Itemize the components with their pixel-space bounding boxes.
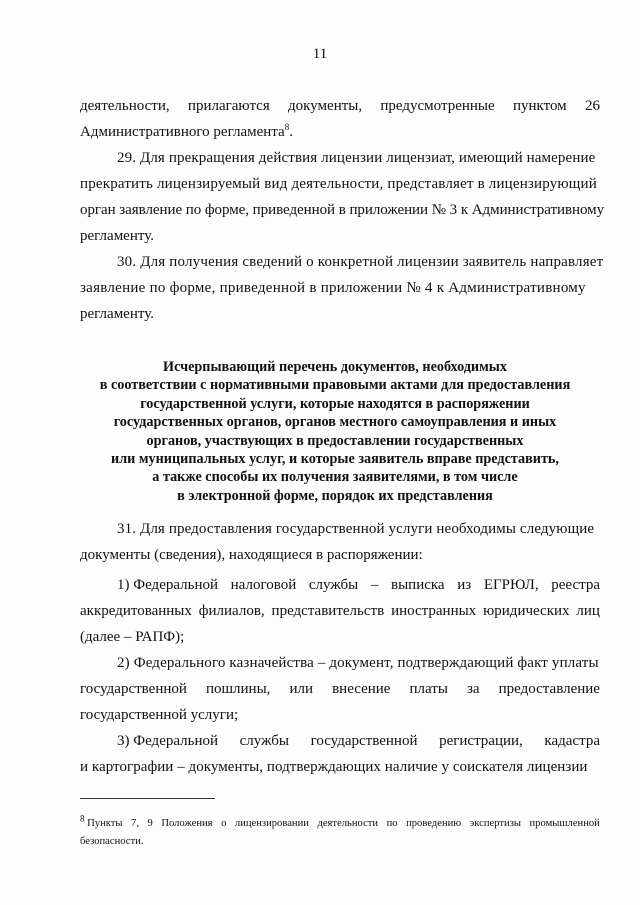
word: 3) Федеральной [117, 733, 219, 749]
paragraph-31-line: 31. Для предоставления государственной услуги необходимы следующие [117, 521, 595, 537]
footnote-line: безопасности. [80, 836, 144, 847]
heading-line: в электронной форме, порядок их представления [177, 487, 493, 504]
word: прилагаются [187, 98, 270, 114]
paragraph-31-line: документы (сведения), находящиеся в распоряжении: [80, 547, 423, 563]
footnote-separator [80, 798, 215, 799]
paragraph-line [80, 124, 293, 141]
heading-line: государственной услуги, которые находятся в распоряжении [140, 395, 530, 412]
heading-line: органов, участвующих в предоставлении государственных [146, 432, 524, 449]
paragraph-29-line: орган заявление по форме, приведенной в приложении № 3 к Административному [80, 202, 605, 218]
word: внесение [332, 681, 391, 697]
word: кадастра [544, 733, 600, 749]
list-item-3-line [117, 733, 600, 750]
word: или [289, 681, 314, 697]
word: платы [409, 681, 448, 697]
list-item-2-line: государственной услуги; [80, 707, 239, 723]
word: 7, [131, 818, 139, 829]
word: государственной [310, 733, 418, 749]
word: службы [308, 577, 359, 593]
footnote-line [80, 813, 600, 829]
word: аккредитованных [80, 603, 192, 619]
word: проведению [406, 818, 462, 829]
word: государственной [80, 681, 187, 697]
word: пошлины, [205, 681, 271, 697]
word: предоставление [498, 681, 600, 697]
heading-line: государственных органов, органов местного самоуправления и иных [113, 414, 557, 431]
word: лиц [576, 603, 600, 619]
word: 9 [147, 818, 153, 829]
word: 1) Федеральной [117, 577, 219, 593]
word: Положения [161, 818, 213, 829]
list-item-1-line [117, 577, 600, 594]
word: филиалов, [198, 603, 265, 619]
word: деятельности, [80, 98, 170, 114]
word: налоговой [230, 577, 297, 593]
word: лицензировании [234, 818, 309, 829]
paragraph-29-line: регламенту. [80, 228, 154, 244]
word: предусмотренные [380, 98, 495, 114]
section-heading [70, 358, 600, 505]
paragraph-29-line: прекратить лицензируемый вид деятельности, представляет в лицензирующий [80, 176, 597, 192]
word: по [386, 818, 398, 829]
word: реестра [551, 577, 600, 593]
word: ЕГРЮЛ, [483, 577, 539, 593]
paragraph-30-line: 30. Для получения сведений о конкретной лицензии заявитель направляет [117, 254, 604, 270]
paragraph-30-line: регламенту. [80, 306, 154, 322]
word: 26 [584, 98, 600, 114]
word: из [457, 577, 472, 593]
word: службы [239, 733, 289, 749]
footnote-mark: 8 [80, 813, 85, 824]
word: деятельности [317, 818, 379, 829]
heading-line: или муниципальных услуг, и которые заявитель вправе представить, [111, 451, 559, 468]
footnote-ref: 8 [284, 122, 290, 132]
paragraph-line [80, 98, 600, 115]
word: представительств [271, 603, 385, 619]
line-text: Административного регламента [80, 124, 285, 140]
heading-line: в соответствии с нормативными правовыми актами для предоставления [99, 377, 571, 394]
paragraph-29-line: 29. Для прекращения действия лицензии лицензиат, имеющий намерение [117, 150, 596, 166]
word: – [370, 577, 379, 593]
list-item-2-line: 2) Федерального казначейства – документ, подтверждающий факт уплаты [117, 655, 599, 671]
word: Пункты [87, 818, 123, 829]
word: за [467, 681, 480, 697]
word: юридических [483, 603, 570, 619]
list-item-1-line: (далее – РАПФ); [80, 629, 185, 645]
word: экспертизы [469, 818, 521, 829]
list-item-1-line [80, 603, 600, 620]
paragraph-30-line: заявление по форме, приведенной в приложении № 4 к Административному [80, 280, 586, 296]
heading-line: Исчерпывающий перечень документов, необходимых [163, 359, 507, 375]
list-item-2-line [80, 681, 600, 698]
word: иностранных [391, 603, 477, 619]
word: промышленной [529, 818, 600, 829]
word: пунктом [512, 98, 567, 114]
line-text: . [289, 124, 293, 140]
word: регистрации, [439, 733, 523, 749]
list-item-3-line: и картографии – документы, подтверждающих наличие у соискателя лицензии [80, 759, 588, 775]
heading-line: а также способы их получения заявителями, в том числе [152, 469, 518, 486]
word: выписка [391, 577, 445, 593]
word: документы, [288, 98, 363, 114]
word: о [221, 818, 227, 829]
footnote-first-word [80, 813, 123, 829]
page-number: 11 [312, 46, 328, 62]
